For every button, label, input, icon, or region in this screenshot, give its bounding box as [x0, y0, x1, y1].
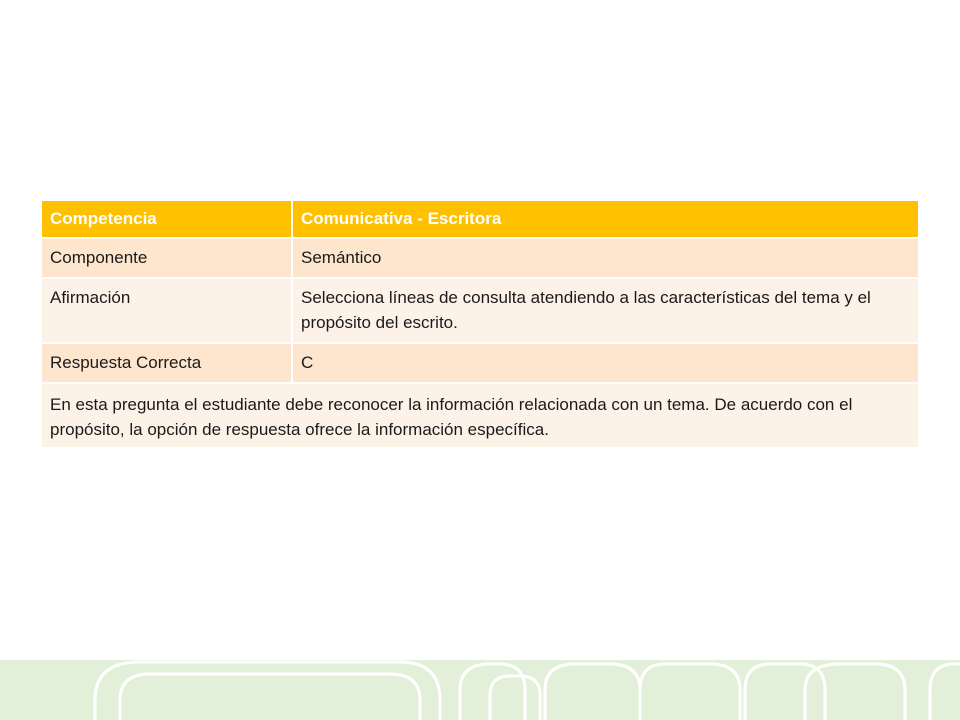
header-value: Comunicativa - Escritora: [292, 201, 918, 238]
table-row-respuesta: [42, 343, 918, 383]
table-row-afirmacion: [42, 278, 918, 343]
header-label: Competencia: [42, 201, 292, 238]
row-value: Semántico: [292, 238, 918, 278]
table-header-row: [42, 201, 918, 238]
row-value: C: [292, 343, 918, 383]
table-row-explanation: [42, 383, 918, 448]
row-label: Afirmación: [42, 278, 292, 343]
row-label: Respuesta Correcta: [42, 343, 292, 383]
explanation-text: En esta pregunta el estudiante debe reconocer la información relacionada con un tema. De acuerdo con el propósito, la opción de respuesta ofrece la información específica.: [42, 383, 918, 448]
evaluation-table: [42, 201, 918, 449]
table-row-componente: [42, 238, 918, 278]
row-value: Selecciona líneas de consulta atendiendo a las características del tema y el propósito del escrito.: [292, 278, 918, 343]
decorative-footer-band: [0, 660, 960, 720]
row-label: Componente: [42, 238, 292, 278]
